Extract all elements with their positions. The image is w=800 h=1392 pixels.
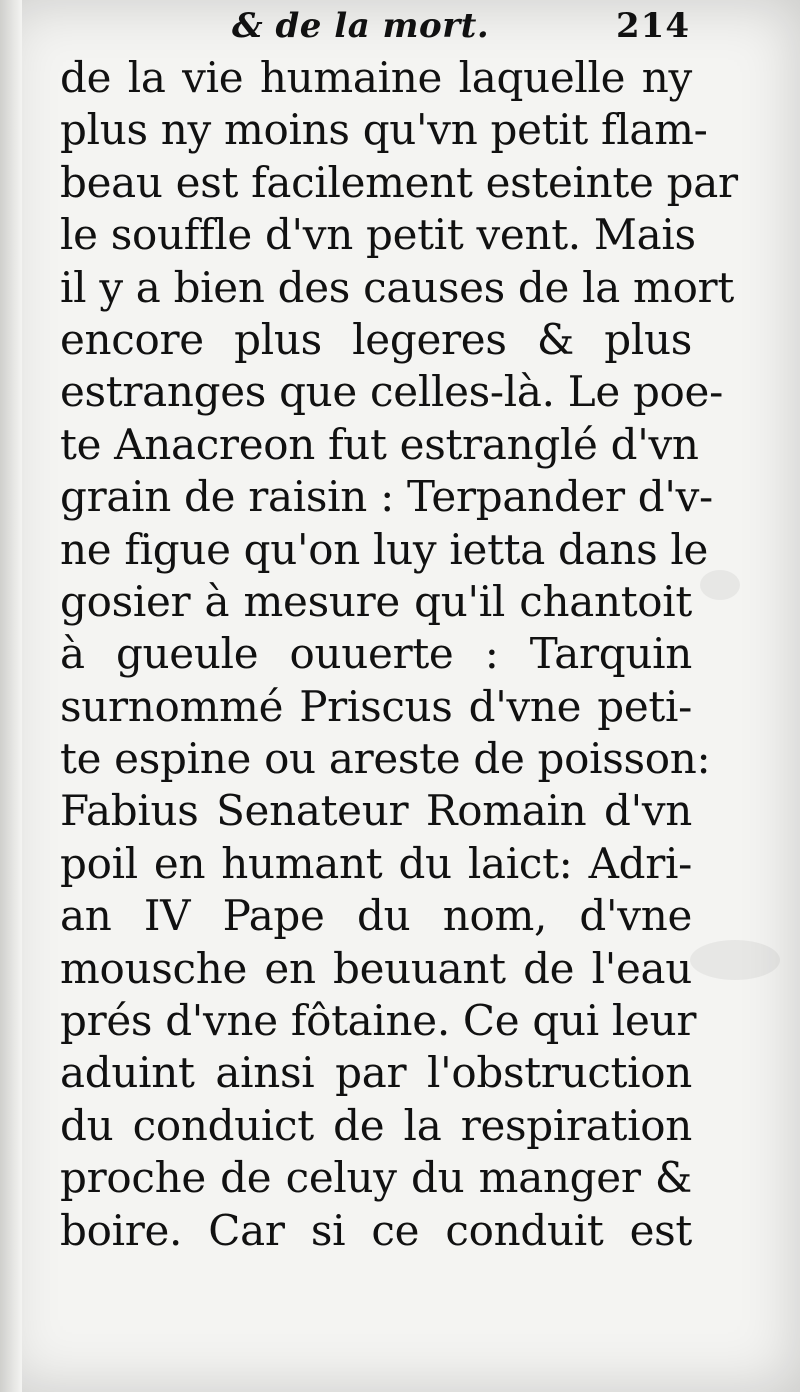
text-line: aduint ainsi par l'obstruction — [60, 1048, 692, 1098]
text-line: Fabius Senateur Romain d'vn — [60, 786, 692, 836]
text-line: plus ny moins qu'vn petit flam- — [60, 105, 708, 155]
text-line: il y a bien des causes de la mort — [60, 262, 734, 312]
text-line: prés d'vne fôtaine. Ce qui leur — [60, 996, 697, 1046]
text-line: grain de raisin : Terpander d'v- — [60, 472, 713, 522]
text-line: te Anacreon fut estranglé d'vn — [60, 419, 699, 469]
text-line: mousche en beuuant de l'eau — [60, 943, 692, 993]
paper-stain — [690, 940, 780, 980]
text-line: du conduict de la respiration — [60, 1100, 692, 1150]
text-line: le souffle d'vn petit vent. Mais — [60, 210, 696, 260]
text-line: à gueule ouuerte : Tarquin — [60, 629, 692, 679]
running-head: & de la mort. — [232, 6, 490, 46]
text-line: beau est facilement esteinte par — [60, 157, 738, 207]
text-line: gosier à mesure qu'il chantoit — [60, 576, 692, 626]
text-line: proche de celuy du manger & — [60, 1153, 692, 1203]
text-line: de la vie humaine laquelle ny — [60, 53, 692, 102]
text-line: boire. Car si ce conduit est — [60, 1205, 692, 1255]
text-line: poil en humant du laict: Adri- — [60, 838, 692, 888]
paper-stain — [700, 570, 740, 600]
page-header — [220, 6, 690, 46]
text-line: encore plus legeres & plus — [60, 314, 692, 364]
text-line: ne figue qu'on luy ietta dans le — [60, 524, 709, 574]
body-text — [60, 52, 738, 1257]
text-line: surnommé Priscus d'vne peti- — [60, 681, 692, 731]
page-gutter-shadow — [0, 0, 22, 1392]
text-line: estranges que celles-là. Le poe- — [60, 367, 723, 417]
page-number: 214 — [616, 6, 690, 46]
text-line: an IV Pape du nom, d'vne — [60, 891, 692, 941]
text-line: te espine ou areste de poisson: — [60, 734, 711, 784]
